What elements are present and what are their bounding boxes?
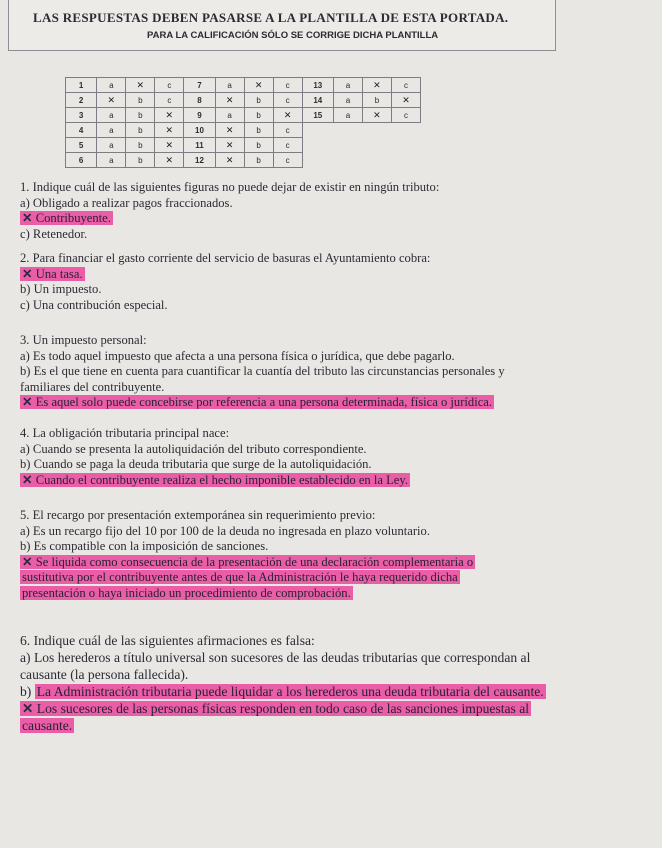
check-mark-icon: ✕	[22, 472, 33, 487]
grid-cell: a	[215, 108, 244, 123]
grid-cell: c	[391, 78, 420, 93]
check-mark-icon: ✕	[22, 701, 34, 716]
check-mark-icon: ✕	[22, 395, 33, 409]
grid-mark: ✕	[391, 93, 420, 108]
check-mark-icon: ✕	[22, 211, 33, 225]
option-a: a) Obligado a realizar pagos fraccionados.	[20, 195, 233, 210]
question-5	[20, 508, 654, 601]
grid-cell: a	[97, 123, 126, 138]
grid-number: 10	[184, 123, 215, 138]
grid-cell: a	[97, 153, 126, 168]
option-a	[20, 267, 654, 283]
grid-cell: a	[215, 78, 244, 93]
grid-mark: ✕	[362, 78, 391, 93]
question-stem: 4. La obligación tributaria principal nace:	[20, 426, 230, 440]
grid-cell: b	[244, 93, 273, 108]
grid-number: 15	[302, 108, 333, 123]
option-a: a) Los herederos a título universal son sucesores de las deudas tributarias que correspondan al	[20, 650, 531, 665]
grid-mark: ✕	[155, 123, 184, 138]
question-1	[20, 180, 654, 242]
instructions-line-2: PARA LA CALIFICACIÓN SÓLO SE CORRIGE DICHA PLANTILLA	[147, 30, 439, 41]
grid-number: 2	[66, 93, 97, 108]
option-b: b) Es compatible con la imposición de sanciones.	[20, 539, 269, 553]
answer-grid	[65, 77, 421, 168]
answer-highlight: ✕ Contribuyente.	[22, 211, 111, 225]
option-b: b) Es el que tiene en cuenta para cuantificar la cuantía del tributo las circunstancias personales y	[20, 364, 505, 378]
grid-number: 1	[66, 78, 97, 93]
grid-cell: b	[362, 93, 391, 108]
grid-cell: c	[273, 93, 302, 108]
grid-cell: a	[97, 78, 126, 93]
option-a: a) Es un recargo fijo del 10 por 100 de la deuda no ingresada en plazo voluntario.	[20, 523, 430, 538]
grid-number: 5	[66, 138, 97, 153]
answer-highlight: ✕ Los sucesores de las personas físicas responden en todo caso de las sanciones impuestas al	[22, 701, 530, 716]
grid-number: 8	[184, 93, 215, 108]
option-a: a) Es todo aquel impuesto que afecta a una persona física o jurídica, que debe pagarlo.	[20, 348, 455, 363]
grid-cell: a	[333, 93, 362, 108]
instructions-box	[8, 0, 556, 51]
grid-mark: ✕	[97, 93, 126, 108]
answer-highlight: ✕ Es aquel solo puede concebirse por referencia a una persona determinada, física o jurídica.	[22, 395, 493, 409]
option-b	[20, 211, 654, 227]
option-b: b) La Administración tributaria puede liquidar a los herederos una deuda tributaria del causante.	[20, 684, 544, 699]
instructions-line-1: LAS RESPUESTAS DEBEN PASARSE A LA PLANTILLA DE ESTA PORTADA.	[33, 10, 509, 25]
grid-cell: a	[97, 108, 126, 123]
grid-empty	[302, 123, 420, 138]
grid-cell: b	[244, 138, 273, 153]
answer-highlight: La Administración tributaria puede liquidar a los herederos una deuda tributaria del causante.	[36, 684, 544, 699]
grid-mark: ✕	[215, 138, 244, 153]
grid-number: 13	[302, 78, 333, 93]
grid-cell: c	[273, 153, 302, 168]
grid-cell: b	[126, 108, 155, 123]
grid-cell: c	[155, 93, 184, 108]
grid-number: 6	[66, 153, 97, 168]
option-c	[20, 395, 654, 411]
grid-cell: c	[273, 78, 302, 93]
option-a-cont: causante (la persona fallecida).	[20, 667, 189, 682]
option-b-cont: familiares del contribuyente.	[20, 379, 165, 394]
grid-cell: b	[126, 153, 155, 168]
grid-cell: a	[97, 138, 126, 153]
grid-mark: ✕	[215, 93, 244, 108]
option-c-cont: presentación o haya iniciado un procedimiento de comprobación.	[22, 585, 351, 600]
grid-number: 14	[302, 93, 333, 108]
grid-cell: c	[155, 78, 184, 93]
grid-number: 3	[66, 108, 97, 123]
option-b: b) Cuando se paga la deuda tributaria que surge de la autoliquidación.	[20, 457, 372, 471]
grid-mark: ✕	[244, 78, 273, 93]
grid-cell: b	[126, 138, 155, 153]
grid-cell: b	[126, 93, 155, 108]
option-c	[20, 473, 654, 489]
option-b: b) Un impuesto.	[20, 282, 102, 296]
grid-cell: b	[244, 153, 273, 168]
question-2	[20, 251, 654, 313]
grid-mark: ✕	[155, 108, 184, 123]
option-c	[20, 700, 654, 717]
question-6	[20, 632, 654, 734]
grid-mark: ✕	[155, 138, 184, 153]
grid-cell: c	[273, 123, 302, 138]
grid-number: 12	[184, 153, 215, 168]
option-c-cont: sustitutiva por el contribuyente antes de que la Administración le haya requerido dicha	[22, 570, 458, 584]
question-stem: 1. Indique cuál de las siguientes figuras no puede dejar de existir en ningún tributo:	[20, 180, 440, 194]
grid-cell: b	[244, 123, 273, 138]
grid-cell: b	[126, 123, 155, 138]
grid-mark: ✕	[155, 153, 184, 168]
check-mark-icon: ✕	[22, 554, 33, 569]
option-c	[20, 555, 654, 571]
grid-mark: ✕	[215, 153, 244, 168]
question-stem: 5. El recargo por presentación extemporánea sin requerimiento previo:	[20, 508, 376, 522]
grid-mark: ✕	[362, 108, 391, 123]
option-c-cont: causante.	[22, 718, 73, 733]
grid-number: 7	[184, 78, 215, 93]
grid-mark: ✕	[126, 78, 155, 93]
question-3	[20, 333, 654, 411]
question-stem: 6. Indique cuál de las siguientes afirmaciones es falsa:	[20, 633, 315, 648]
answer-highlight: ✕ Se liquida como consecuencia de la presentación de una declaración complementaria o	[22, 554, 474, 569]
grid-mark: ✕	[215, 123, 244, 138]
grid-mark: ✕	[273, 108, 302, 123]
grid-cell: c	[391, 108, 420, 123]
option-c: c) Una contribución especial.	[20, 297, 168, 312]
answer-highlight: ✕ Cuando el contribuyente realiza el hecho imponible establecido en la Ley.	[22, 472, 409, 487]
grid-cell: b	[244, 108, 273, 123]
check-mark-icon: ✕	[22, 266, 33, 281]
grid-empty	[302, 153, 420, 168]
answer-highlight: ✕ Una tasa.	[22, 266, 83, 281]
grid-number: 9	[184, 108, 215, 123]
grid-cell: a	[333, 78, 362, 93]
option-a: a) Cuando se presenta la autoliquidación del tributo correspondiente.	[20, 441, 367, 456]
grid-number: 11	[184, 138, 215, 153]
grid-cell: a	[333, 108, 362, 123]
grid-number: 4	[66, 123, 97, 138]
question-stem: 2. Para financiar el gasto corriente del servicio de basuras el Ayuntamiento cobra:	[20, 251, 431, 265]
question-stem: 3. Un impuesto personal:	[20, 333, 147, 347]
grid-cell: c	[273, 138, 302, 153]
grid-empty	[302, 138, 420, 153]
question-4	[20, 426, 654, 488]
option-c: c) Retenedor.	[20, 226, 88, 241]
